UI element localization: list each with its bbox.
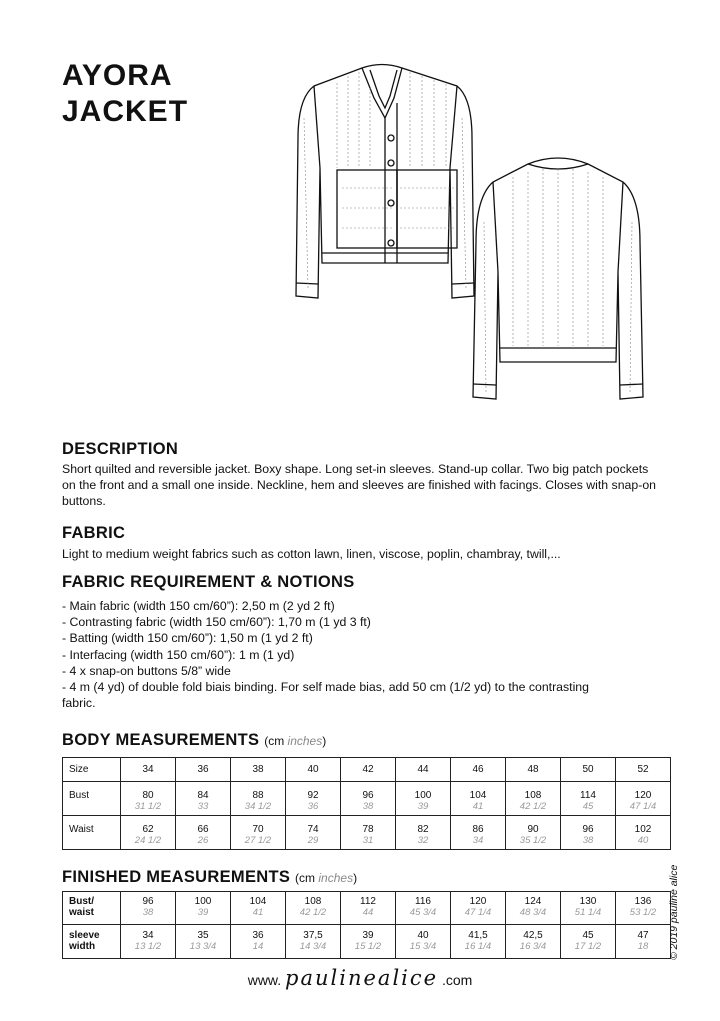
description-text: Short quilted and reversible jacket. Boxy shape. Long set-in sleeves. Stand-up collar. Two big patch pockets on the front and a small one inside. Neckline, hem and sleeves are finished with facings. Closes with snap-on buttons. (62, 462, 656, 508)
copyright-notice: © 2019 pauline alice (668, 864, 680, 960)
pattern-title (62, 58, 188, 130)
size-cell: 52 (616, 758, 671, 782)
requirement-item: - 4 x snap-on buttons 5/8” wide (62, 663, 231, 678)
requirement-item: - Batting (width 150 cm/60”): 1,50 m (1 yd 2 ft) (62, 631, 313, 646)
requirement-item: fabric. (62, 696, 96, 711)
footer-prefix: www. (247, 972, 282, 988)
description-heading: DESCRIPTION (62, 440, 179, 458)
waist-row: Waist 62 24 1/2 66 26 70 27 1/2 74 29 78 31 82 32 86 34 90 35 1/2 96 38 102 40 (63, 816, 671, 850)
requirement-item: - Main fabric (width 150 cm/60”): 2,50 m (2 yd 2 ft) (62, 599, 335, 613)
requirement-item: - 4 m (4 yd) of double fold biais binding. For self made bias, add 50 cm (1/2 yd) to the contrasting (62, 680, 589, 695)
finished-measurements-table (62, 891, 671, 959)
footer-suffix: .com (441, 972, 473, 988)
fabric-text: Light to medium weight fabrics such as cotton lawn, linen, viscose, poplin, chambray, twill,... (62, 547, 561, 561)
requirement-item: - Contrasting fabric (width 150 cm/60”): 1,70 m (1 yd 3 ft) (62, 615, 371, 630)
bust-row: Bust 80 31 1/2 84 33 88 34 1/2 92 36 96 38 100 39 104 41 108 42 1/2 114 45 120 47 1/4 (63, 782, 671, 816)
title-line-1: AYORA (62, 59, 173, 92)
requirements-heading: FABRIC REQUIREMENT & NOTIONS (62, 573, 355, 591)
size-cell: 48 (506, 758, 561, 782)
size-cell: 50 (561, 758, 616, 782)
size-cell: 46 (451, 758, 506, 782)
size-cell: 34 (121, 758, 176, 782)
footer-website[interactable] (0, 966, 720, 990)
jacket-back-sketch (458, 152, 658, 414)
title-line-2: JACKET (62, 95, 189, 128)
unit-label: (cm inches) (264, 734, 327, 748)
body-measurements-heading: BODY MEASUREMENTS (cm inches) (62, 731, 327, 749)
requirements-list (62, 598, 662, 711)
finished-measurements-heading: FINISHED MEASUREMENTS (cm inches) (62, 868, 358, 886)
size-row: Size 34 36 38 40 42 44 46 48 50 52 (63, 758, 671, 782)
bust-waist-row: Bust/ waist 96 38 100 39 104 41 108 42 1/2 112 44 116 45 3/4 120 47 1/4 124 48 3/4 130 51 1/4 136 53 1/2 (63, 892, 671, 925)
size-cell: 42 (341, 758, 396, 782)
body-measurements-table (62, 757, 671, 850)
requirement-item: - Interfacing (width 150 cm/60”): 1 m (1 yd) (62, 647, 295, 662)
sleeve-width-row: sleeve width 34 13 1/2 35 13 3/4 36 14 37,5 14 3/4 39 15 1/2 40 15 3/4 41,5 16 1/4 42,5 16 3/4 45 17 1/2 47 18 (63, 925, 671, 959)
unit-label: (cm inches) (295, 871, 358, 885)
size-cell: 40 (286, 758, 341, 782)
fabric-heading: FABRIC (62, 524, 126, 542)
size-cell: 36 (176, 758, 231, 782)
footer-brand: paulinealice (285, 966, 439, 990)
size-cell: 38 (231, 758, 286, 782)
size-cell: 44 (396, 758, 451, 782)
